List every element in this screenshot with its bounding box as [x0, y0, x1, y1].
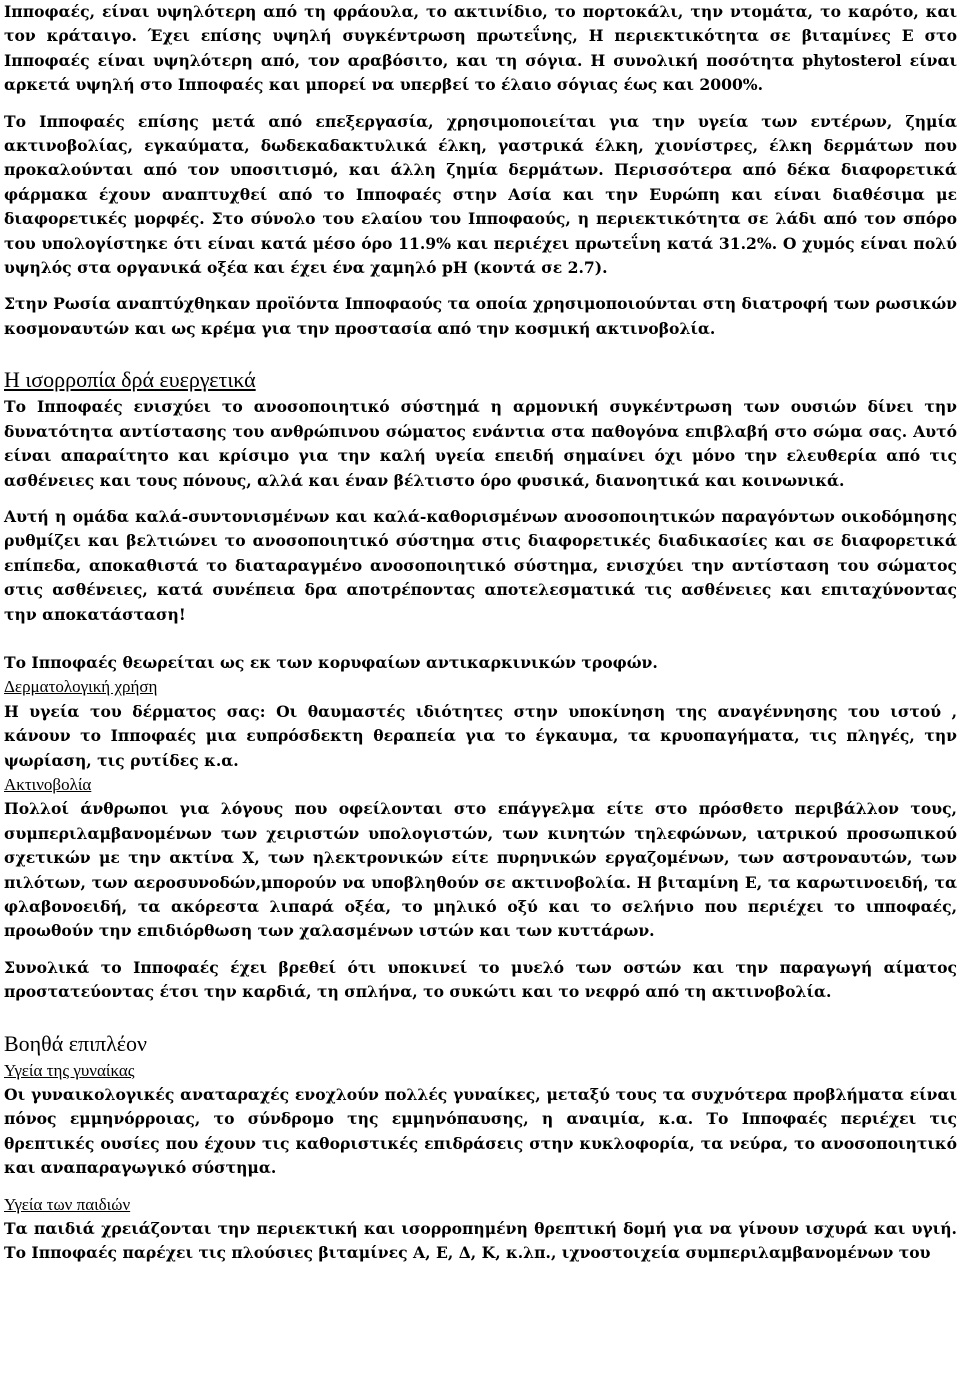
paragraph-processing: Το Ιπποφαές επίσης μετά από επεξεργασία, χρησιμοποιείται για την υγεία των εντέρων, ζημία ακτινοβολίας, εγκαύματα, δωδεκαδακτυλικά έλκη, γαστρικά έλκη, χιονίστρες, έλκη δερμάτων που προκαλούνται από τον υποσιτισμό, και άλλη ζημία δερμάτων. Περισσότερα από δέκα διαφορετικά φάρμακα έχουν αναπτυχθεί από το Ιπποφαές στην Ασία και την Ευρώπη και είναι διαθέσιμα με διαφορετικές μορφές. Στο σύνολο του ελαίου του Ιπποφαούς, η περιεκτικότητα σε λάδι από τον σπόρο του υπολογίστηκε ότι είναι κατά μέσο όρο 11.9% και περιέχει πρωτεΐνη κατά 31.2%. Ο χυμός είναι πολύ υψηλός στα οργανικά οξέα και έχει ένα χαμηλό pH (κοντά σε 2.7).: [4, 111, 957, 278]
paragraph-nutrients: Ιπποφαές, είναι υψηλότερη από τη φράουλα, το ακτινίδιο, το πορτοκάλι, την ντομάτα, το καρότο, και τον κράταιγο. Έχει επίσης υψηλή συγκέντρωση πρωτεΐνης, Η περιεκτικότητα σε βιταμίνες Ε στο Ιπποφαές είναι υψηλότερη από, τον αραβόσιτο, και τη σόγια. Η συνολική ποσότητα phytosterol είναι αρκετά υψηλή στο Ιπποφαές και μπορεί να υπερβεί το έλαιο σόγιας έως και 2000%.: [4, 2, 957, 95]
paragraph-women: Οι γυναικολογικές αναταραχές ενοχλούν πολλές γυναίκες, μεταξύ τους τα συχνότερα προβλήματα είναι πόνος εμμηνόρροιας, το σύνδρομο της εμμηνόπαυσης, η αναιμία, κ.α. Το Ιπποφαές περιέχει τις θρεπτικές ουσίες που έχουν τις καθοριστικές επιδράσεις στην κυκλοφορία, τα νεύρα, το ανοσοποιητικό και αναπαραγωγικό σύστημα.: [4, 1085, 957, 1178]
heading-radiation: Ακτινοβολία: [4, 774, 92, 794]
heading-balance: Η ισορροπία δρά ευεργετικά: [4, 367, 256, 393]
paragraph-children: Τα παιδιά χρειάζονται την περιεκτική και ισορροπημένη θρεπτική δομή για να γίνουν ισχυρά και υγιή. Το Ιπποφαές παρέχει τις πλούσιες βιταμίνες Α, Ε, Δ, Κ, κ.λπ., ιχνοστοιχεία συμπεριλαμβανομένων του: [4, 1219, 957, 1263]
paragraph-anticancer: Το Ιπποφαές θεωρείται ως εκ των κορυφαίων αντικαρκινικών τροφών.: [4, 652, 658, 672]
paragraph-immune-factors: Αυτή η ομάδα καλά-συντονισμένων και καλά-καθορισμένων ανοσοποιητικών παραγόντων οικοδόμησης ρυθμίζει και βελτιώνει το ανοσοποιητικό σύστημα στις διαφορετικές διαδικασίες και σε διαφορετικά επίπεδα, αποκαθιστά το διαταραγμένο ανοσοποιητικό σύστημα, ενισχύει την αντίσταση του σώματος στις ασθένειες, κατά συνέπεια δρα αποτρέποντας αποτελεσματικά τις ασθένειες και επιταχύνοντας την αποκατάσταση!: [4, 506, 957, 624]
paragraph-russia: Στην Ρωσία αναπτύχθηκαν προϊόντα Ιπποφαούς τα οποία χρησιμοποιούνται στη διατροφή των ρωσικών κοσμοναυτών και ως κρέμα για την προστασία από την κοσμική ακτινοβολία.: [4, 294, 957, 338]
paragraph-blood: Συνολικά το Ιπποφαές έχει βρεθεί ότι υποκινεί το μυελό των οστών και την παραγωγή αίματος προστατεύοντας έτσι την καρδιά, τη σπλήνα, το συκώτι και το νεφρό από τη ακτινοβολία.: [4, 957, 957, 1002]
heading-women-health: Υγεία της γυναίκας: [4, 1060, 135, 1080]
paragraph-radiation: Πολλοί άνθρωποι για λόγους που οφείλονται στο επάγγελμα είτε στο πρόσθετο περιβάλλον τους, συμπεριλαμβανομένων των χειριστών υπολογιστών, των κινητών τηλεφώνων, ιατρικού προσωπικού σχετικών με την ακτίνα Χ, των ηλεκτρονικών είτε πυρηνικών εργαζομένων, των αστροναυτών, των πιλότων, των αεροσυνοδών,μπορούν να υποβληθούν σε ακτινοβολία. Η βιταμίνη Ε, τα καρωτινοειδή, τα φλαβονοειδή, τα ακόρεστα λιπαρά οξέα, το μηλικό οξύ και το σελήνιο που περιέχει το ιπποφαές, προωθούν την επιδιόρθωση των χαλασμένων ιστών και των κυττάρων.: [4, 799, 957, 941]
heading-more-help: Βοηθά επιπλέον: [4, 1030, 147, 1056]
heading-children-health: Υγεία των παιδιών: [4, 1194, 131, 1214]
heading-dermatology: Δερματολογική χρήση: [4, 677, 158, 697]
paragraph-skin: Η υγεία του δέρματος σας: Οι θαυμαστές ιδιότητες στην υποκίνηση της αναγέννησης του ιστού , κάνουν το Ιπποφαές μια ευπρόσδεκτη θεραπεία για το έγκαυμα, τα κρυοπαγήματα, τις πληγές, την ψωρίαση, τις ρυτίδες κ.α.: [4, 701, 957, 770]
paragraph-immune: Το Ιπποφαές ενισχύει το ανοσοποιητικό σύστημά η αρμονική συγκέντρωση των ουσιών δίνει την δυνατότητα αντίστασης του ανθρώπινου σώματος ενάντια στα παθογόνα επιβλαβή στο σώμα σας. Αυτό είναι απαραίτητο και κρίσιμο για την καλή υγεία επειδή σημαίνει όχι μόνο την ελευθερία από τις ασθένειες και τους πόνους, αλλά και έναν βέλτιστο όρο φυσικά, διανοητικά και κοινωνικά.: [4, 397, 957, 490]
